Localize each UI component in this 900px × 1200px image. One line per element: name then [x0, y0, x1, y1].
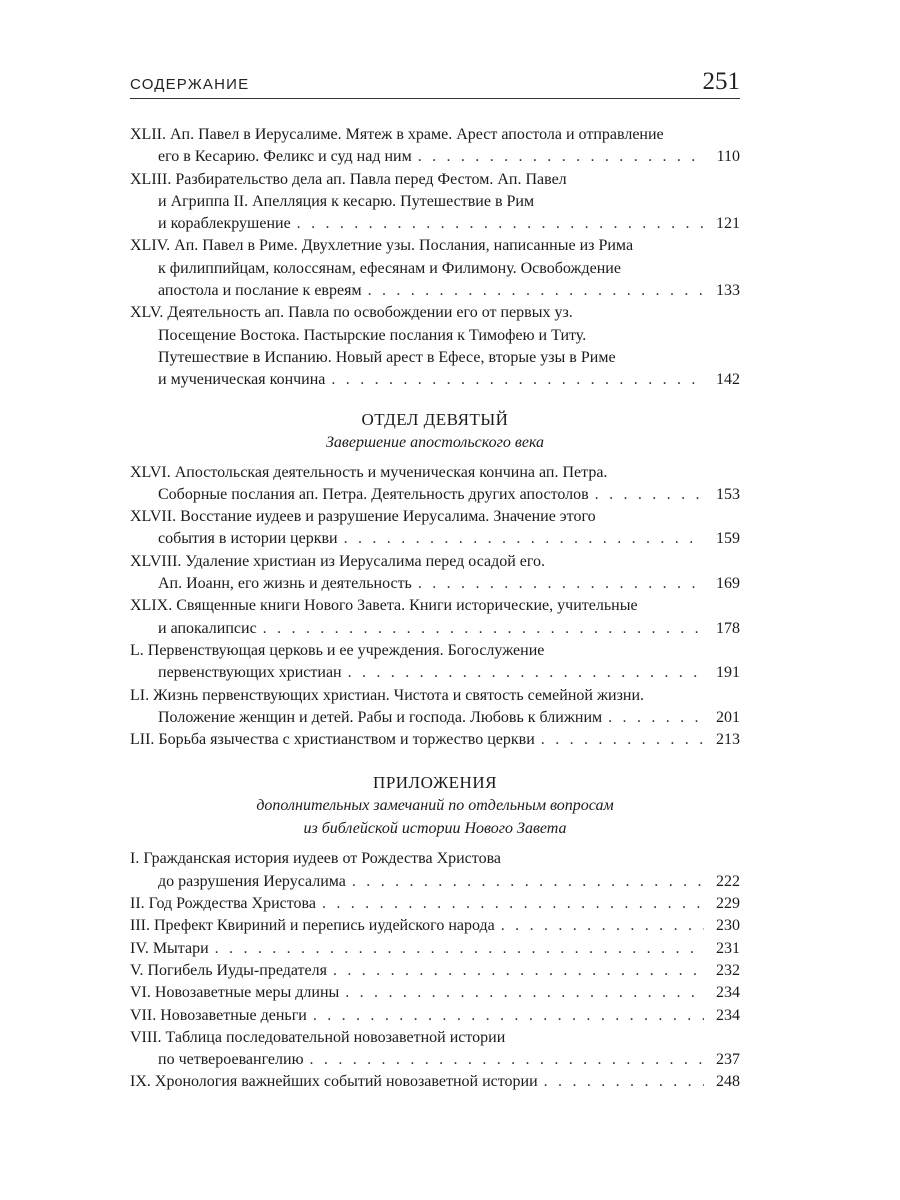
- dot-leader: [348, 662, 704, 684]
- toc-group-appendices: [130, 848, 740, 1093]
- dot-leader: [368, 280, 704, 302]
- toc-entry-text: VI. Новозаветные меры длины: [130, 984, 340, 1002]
- dot-leader: [322, 893, 704, 915]
- dot-leader: [418, 146, 704, 168]
- dot-leader: [418, 573, 704, 595]
- toc-page-number: 231: [716, 939, 740, 957]
- toc-entry-line: XLVI. Апостольская деятельность и мученическая кончина ап. Петра.: [130, 463, 608, 481]
- toc-entry: [130, 169, 740, 236]
- dot-leader: [595, 484, 704, 506]
- toc-entry-text: первенствующих христиан: [158, 664, 342, 682]
- toc-entry-line: [130, 1071, 740, 1093]
- toc-entry: [130, 893, 740, 915]
- toc-page-number: 153: [716, 485, 740, 503]
- toc-entry-line: Посещение Востока. Пастырские послания к Тимофею и Титу.: [158, 326, 587, 344]
- toc-entry-text: VII. Новозаветные деньги: [130, 1006, 307, 1024]
- toc-page-number: 169: [716, 575, 740, 593]
- toc-entry-line: VIII. Таблица последовательной новозаветной истории: [130, 1028, 506, 1046]
- toc-page-number: 191: [716, 664, 740, 682]
- toc-entry-line: I. Гражданская история иудеев от Рождества Христова: [130, 850, 502, 868]
- toc-page-number: 230: [716, 917, 740, 935]
- toc-page-number: 142: [716, 371, 740, 389]
- toc-entry: [130, 848, 740, 893]
- dot-leader: [331, 369, 704, 391]
- toc-entry-line: XLIV. Ап. Павел в Риме. Двухлетние узы. Послания, написанные из Рима: [130, 237, 634, 255]
- toc-entry: [130, 640, 740, 685]
- toc-entry: [130, 1071, 740, 1093]
- dot-leader: [544, 1071, 704, 1093]
- toc-entry: [130, 302, 740, 391]
- toc-page-number: 133: [716, 282, 740, 300]
- toc-page-number: 234: [716, 1006, 740, 1024]
- toc-group-chapters-42-45: [130, 124, 740, 392]
- toc-entry-line: [130, 915, 740, 937]
- appendix-subtitle-line2: из библейской истории Нового Завета: [303, 820, 567, 838]
- dot-leader: [501, 915, 704, 937]
- toc-entry: [130, 960, 740, 982]
- toc-entry-line: [130, 960, 740, 982]
- toc-entry-line: XLII. Ап. Павел в Иерусалиме. Мятеж в храме. Арест апостола и отправление: [130, 126, 664, 143]
- toc-entry-line: XLV. Деятельность ап. Павла по освобождении его от первых уз.: [130, 304, 573, 322]
- toc-page-number: 222: [716, 872, 740, 890]
- toc-entry: [130, 685, 740, 730]
- toc-entry-line: [130, 280, 740, 302]
- toc-entry: [130, 235, 740, 302]
- toc-entry-text: и мученическая кончина: [158, 371, 326, 389]
- toc-entry-line: LI. Жизнь первенствующих христиан. Чистота и святость семейной жизни.: [130, 686, 645, 704]
- toc-entry-text: IX. Хронология важнейших событий новозаветной истории: [130, 1073, 538, 1091]
- toc-group-chapters-46-52: [130, 462, 740, 752]
- toc-entry-text: LII. Борьба язычества с христианством и торжество церкви: [130, 731, 535, 749]
- toc-page-number: 234: [716, 984, 740, 1002]
- toc-entry-text: V. Погибель Иуды-предателя: [130, 961, 327, 979]
- toc-entry-line: [130, 662, 740, 684]
- dot-leader: [333, 960, 704, 982]
- toc-entry-text: до разрушения Иерусалима: [158, 872, 346, 890]
- toc-entry-text: II. Год Рождества Христова: [130, 895, 316, 913]
- dot-leader: [310, 1049, 704, 1071]
- section-title: ОТДЕЛ ДЕВЯТЫЙ: [361, 409, 509, 429]
- toc-entry-line: XLVII. Восстание иудеев и разрушение Иерусалима. Значение этого: [130, 508, 596, 526]
- toc-entry-text: по четвероевангелию: [158, 1051, 304, 1069]
- toc-entry-line: [130, 146, 740, 168]
- toc-entry-line: и Агриппа II. Апелляция к кесарю. Путешествие в Рим: [158, 192, 535, 210]
- toc-entry-line: [130, 213, 740, 235]
- toc-page-number: 110: [716, 148, 740, 166]
- toc-entry-line: Путешествие в Испанию. Новый арест в Ефесе, вторые узы в Риме: [158, 348, 616, 366]
- toc-entry-line: [130, 369, 740, 391]
- dot-leader: [215, 938, 704, 960]
- toc-page-number: 201: [716, 708, 740, 726]
- dot-leader: [313, 1005, 704, 1027]
- toc-entry-line: [130, 573, 740, 595]
- toc-entry-line: [130, 893, 740, 915]
- toc-entry-line: [130, 484, 740, 506]
- toc-entry-text: III. Префект Квириний и перепись иудейского народа: [130, 917, 495, 935]
- section-subtitle: Завершение апостольского века: [325, 433, 545, 451]
- toc-entry: [130, 551, 740, 596]
- toc-entry-text: его в Кесарию. Феликс и суд над ним: [158, 148, 412, 166]
- dot-leader: [345, 982, 704, 1004]
- toc-entry-line: [130, 729, 740, 751]
- dot-leader: [263, 618, 704, 640]
- toc-entry-text: IV. Мытари: [130, 939, 209, 957]
- toc-page-number: 237: [716, 1051, 740, 1069]
- toc-entry-line: XLVIII. Удаление христиан из Иерусалима перед осадой его.: [130, 552, 546, 570]
- toc-entry: [130, 124, 740, 169]
- toc-page-number: 229: [716, 895, 740, 913]
- toc-entry-line: к филиппийцам, колоссянам, ефесянам и Филимону. Освобождение: [158, 259, 621, 277]
- toc-entry-line: [130, 871, 740, 893]
- toc-page-number: 121: [716, 215, 740, 233]
- table-of-contents: [130, 124, 740, 1094]
- toc-entry-text: события в истории церкви: [158, 530, 338, 548]
- toc-entry-line: L. Первенствующая церковь и ее учреждения. Богослужение: [130, 641, 545, 659]
- toc-page-number: 213: [716, 731, 740, 749]
- dot-leader: [344, 528, 704, 550]
- toc-entry-text: и кораблекрушение: [158, 215, 291, 233]
- toc-entry: [130, 595, 740, 640]
- toc-entry-text: Ап. Иоанн, его жизнь и деятельность: [158, 575, 412, 593]
- appendix-title: ПРИЛОЖЕНИЯ: [373, 773, 497, 793]
- toc-entry-line: [130, 982, 740, 1004]
- toc-page-number: 178: [716, 619, 740, 637]
- toc-entry-line: XLIII. Разбирательство дела ап. Павла перед Фестом. Ап. Павел: [130, 170, 567, 188]
- toc-entry: [130, 1027, 740, 1072]
- toc-page-number: 159: [716, 530, 740, 548]
- toc-entry: [130, 938, 740, 960]
- toc-entry-line: [130, 528, 740, 550]
- dot-leader: [541, 729, 704, 751]
- toc-entry: [130, 915, 740, 937]
- dot-leader: [352, 871, 704, 893]
- toc-entry-text: Соборные послания ап. Петра. Деятельность других апостолов: [158, 485, 589, 503]
- toc-entry-line: [130, 938, 740, 960]
- toc-entry: [130, 1005, 740, 1027]
- header-label: СОДЕРЖАНИЕ: [130, 76, 250, 93]
- toc-entry: [130, 982, 740, 1004]
- toc-entry-text: и апокалипсис: [158, 619, 257, 637]
- toc-entry-text: Положение женщин и детей. Рабы и господа. Любовь к ближним: [158, 708, 603, 726]
- page-number: 251: [702, 68, 740, 95]
- toc-entry-line: XLIX. Священные книги Нового Завета. Книги исторические, учительные: [130, 597, 638, 615]
- toc-entry: [130, 506, 740, 551]
- toc-entry: [130, 729, 740, 751]
- toc-entry-line: [130, 618, 740, 640]
- toc-entry: [130, 462, 740, 507]
- appendix-subtitle-line1: дополнительных замечаний по отдельным вопросам: [256, 797, 614, 815]
- dot-leader: [608, 707, 704, 729]
- toc-page-number: 248: [716, 1073, 740, 1091]
- toc-entry-line: [130, 707, 740, 729]
- toc-entry-text: апостола и послание к евреям: [158, 282, 362, 300]
- toc-entry-line: [130, 1049, 740, 1071]
- toc-page-number: 232: [716, 961, 740, 979]
- toc-entry-line: [130, 1005, 740, 1027]
- running-header: [130, 60, 740, 99]
- dot-leader: [297, 213, 704, 235]
